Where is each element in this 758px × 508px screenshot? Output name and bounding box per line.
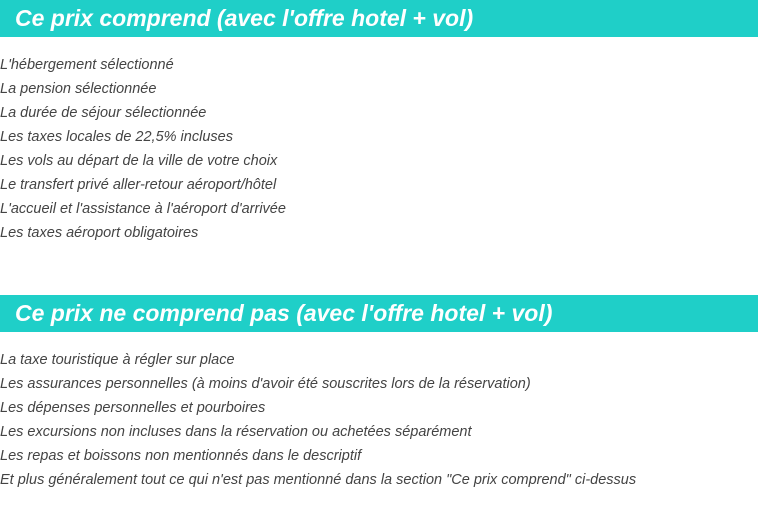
included-item: L'accueil et l'assistance à l'aéroport d'arrivée [0, 201, 286, 217]
excluded-item: Les dépenses personnelles et pourboires [0, 400, 266, 416]
excluded-item: La taxe touristique à régler sur place [0, 352, 235, 368]
included-list [0, 53, 286, 245]
included-item: La durée de séjour sélectionnée [0, 105, 207, 121]
excluded-item: Les repas et boissons non mentionnés dans le descriptif [0, 448, 362, 464]
excluded-item: Les excursions non incluses dans la réservation ou achetées séparément [0, 424, 472, 440]
included-item: L'hébergement sélectionné [0, 57, 174, 73]
excluded-list [0, 348, 636, 492]
included-item: Les vols au départ de la ville de votre choix [0, 153, 278, 169]
included-item: Les taxes aéroport obligatoires [0, 225, 199, 241]
included-item: Les taxes locales de 22,5% incluses [0, 129, 233, 145]
excluded-section-header: Ce prix ne comprend pas (avec l'offre hotel + vol) [0, 295, 758, 332]
included-item: La pension sélectionnée [0, 81, 157, 97]
included-item: Le transfert privé aller-retour aéroport/hôtel [0, 177, 277, 193]
excluded-item: Et plus généralement tout ce qui n'est pas mentionné dans la section "Ce prix comprend" ci-dessus [0, 472, 637, 488]
included-section-header: Ce prix comprend (avec l'offre hotel + vol) [0, 0, 758, 37]
excluded-item: Les assurances personnelles (à moins d'avoir été souscrites lors de la réservation) [0, 376, 531, 392]
